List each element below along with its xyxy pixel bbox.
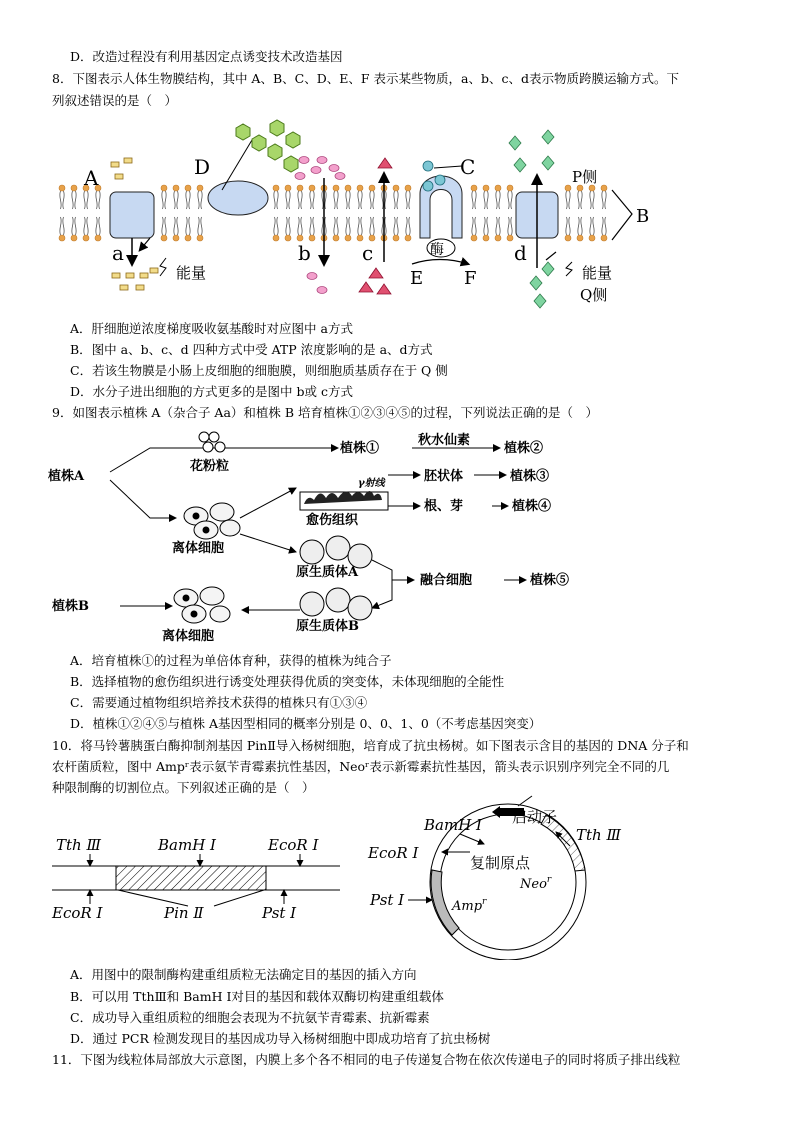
q9-stem: 9．如图表示植株 A（杂合子 Aa）和植株 B 培育植株①②③④⑤的过程，下列说法正确的是（ ） — [52, 405, 599, 420]
label-eco-right: EcoR Ⅰ — [268, 836, 319, 854]
label-plant-4: 植株④ — [512, 499, 552, 514]
label-ori: 复制原点 — [470, 854, 531, 872]
label-isolated-cells-2: 离体细胞 — [162, 629, 215, 644]
label-plasmid-eco: EcoR Ⅰ — [368, 844, 419, 862]
label-neo: Neo$^r$ — [520, 875, 552, 892]
label-pollen: 花粉粒 — [190, 459, 230, 474]
label-promoter: 启动子 — [512, 808, 558, 826]
label-pst: Pst Ⅰ — [262, 904, 297, 922]
label-a: a — [112, 241, 124, 265]
q9-option-b: B．选择植物的愈伤组织进行诱变处理获得优质的突变体，未体现细胞的全能性 — [70, 674, 505, 689]
label-plant-5: 植株⑤ — [530, 573, 570, 588]
label-plasmid-pst: Pst Ⅰ — [370, 891, 405, 909]
q10-option-d: D．通过 PCR 检测发现目的基因成功导入杨树细胞中即成功培育了抗虫杨树 — [70, 1031, 491, 1046]
label-plant-a: 植株A — [48, 469, 85, 484]
label-pin: Pin Ⅱ — [164, 904, 204, 922]
label-Q-side: Q侧 — [580, 286, 608, 304]
label-bam: BamH Ⅰ — [158, 836, 216, 854]
label-eco-bottom: EcoR Ⅰ — [52, 904, 103, 922]
q8-stem-line2: 列叙述错误的是（ ） — [52, 93, 178, 108]
q10-stem-line1: 10．将马铃薯胰蛋白酶抑制剂基因 PinⅡ导入杨树细胞，培育成了抗虫杨树。如下图表示含目的基因的 DNA 分子和 — [52, 738, 689, 753]
linear-dna-fragment — [52, 866, 340, 890]
q10-option-b: B．可以用 TthⅢ和 BamH Ⅰ对目的基因和载体双酶切构建重组载体 — [70, 989, 444, 1004]
label-plasmid-tth: Tth Ⅲ — [576, 826, 621, 844]
label-protoplast-b: 原生质体B — [296, 619, 359, 634]
label-embryoid: 胚状体 — [424, 469, 464, 484]
label-A: A — [84, 166, 99, 190]
label-plant-2: 植株② — [504, 441, 544, 456]
label-root-bud: 根、芽 — [424, 499, 464, 514]
label-protoplast-a: 原生质体A — [296, 565, 359, 580]
label-gamma-ray: γ射线 — [358, 478, 385, 489]
q8-option-a: A．肝细胞逆浓度梯度吸收氨基酸时对应图中 a方式 — [70, 321, 353, 336]
label-P-side: P侧 — [572, 168, 598, 186]
q8-stem-line1: 8．下图表示人体生物膜结构，其中 A、B、C、D、E、F 表示某些物质，a、b、c、d表示物质跨膜运输方式。下 — [52, 71, 679, 86]
label-enzyme: 酶 — [430, 242, 444, 258]
label-plant-1: 植株① — [340, 441, 380, 456]
q9-option-d: D．植株①②④⑤与植株 A基因型相同的概率分别是 0、0、1、0（不考虑基因突变） — [70, 716, 542, 731]
label-fused-cell: 融合细胞 — [420, 573, 473, 588]
q8-option-b: B．图中 a、b、c、d 四种方式中受 ATP 浓度影响的是 a、d方式 — [70, 342, 433, 357]
label-plant-3: 植株③ — [510, 469, 550, 484]
label-plasmid-bam: BamH Ⅰ — [424, 816, 482, 834]
label-isolated-cells-1: 离体细胞 — [172, 541, 225, 556]
q10-stem-line2: 农杆菌质粒，图中 Ampʳ表示氨苄青霉素抗性基因，Neoʳ表示新霉素抗性基因，箭头表示识别序列完全不同的几 — [52, 759, 670, 774]
q11-stem: 11．下图为线粒体局部放大示意图，内膜上多个各不相同的电子传递复合物在依次传递电子的同时将质子排出线粒 — [52, 1052, 681, 1067]
label-E: E — [410, 268, 424, 289]
label-b: b — [298, 241, 311, 265]
label-c: c — [362, 241, 374, 265]
label-energy-left: 能量 — [176, 264, 207, 282]
label-d: d — [514, 241, 527, 265]
label-energy-right: 能量 — [582, 264, 613, 282]
q8-option-c: C．若该生物膜是小肠上皮细胞的细胞膜，则细胞质基质存在于 Q 侧 — [70, 363, 448, 378]
label-F: F — [464, 268, 477, 289]
label-B: B — [636, 206, 650, 227]
q10-option-a: A．用图中的限制酶构建重组质粒无法确定目的基因的插入方向 — [70, 967, 417, 982]
label-D: D — [194, 155, 211, 179]
label-C: C — [460, 155, 476, 179]
label-amp: Amp$^r$ — [452, 897, 487, 914]
q7-option-d: D．改造过程没有利用基因定点诱变技术改造基因 — [70, 49, 343, 64]
q10-stem-line3: 种限制酶的切割位点。下列叙述正确的是（ ） — [52, 780, 315, 795]
label-colchicine: 秋水仙素 — [418, 433, 471, 448]
q9-option-c: C．需要通过植物组织培养技术获得的植株只有①③④ — [70, 695, 368, 710]
q10-option-c: C．成功导入重组质粒的细胞会表现为不抗氨苄青霉素、抗新霉素 — [70, 1010, 430, 1025]
q8-option-d: D．水分子进出细胞的方式更多的是图中 b或 c方式 — [70, 384, 353, 399]
label-tth-left: Tth Ⅲ — [56, 836, 101, 854]
q9-option-a: A．培育植株①的过程为单倍体育种，获得的植株为纯合子 — [70, 653, 392, 668]
label-plant-b: 植株B — [52, 599, 89, 614]
label-callus: 愈伤组织 — [306, 513, 359, 528]
